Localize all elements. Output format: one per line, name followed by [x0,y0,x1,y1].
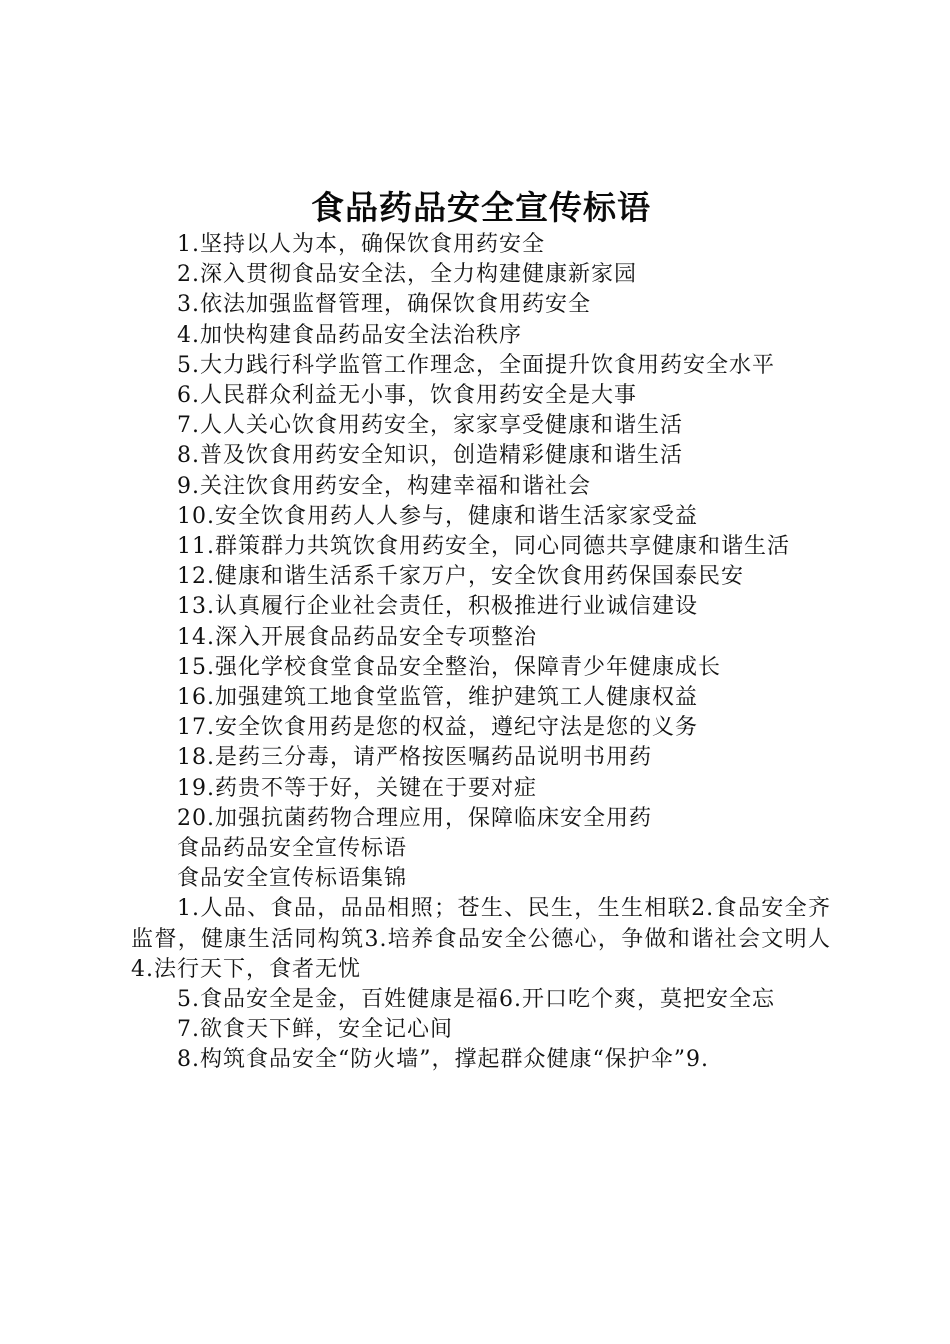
paragraph: 9.关注饮食用药安全，构建幸福和谐社会 [177,473,591,499]
paragraph: 5.食品安全是金，百姓健康是福6.开口吃个爽，莫把安全忘 [177,987,775,1013]
paragraph: 1.坚持以人为本，确保饮食用药安全 [177,232,545,257]
paragraph: 14.深入开展食品药品安全专项整治 [177,624,537,650]
paragraph: 食品安全宣传标语集锦 [177,866,408,892]
document-page [131,186,831,1076]
paragraph: 11.群策群力共筑饮食用药安全，同心同德共享健康和谐生活 [177,534,790,560]
document-title: 食品药品安全宣传标语 [311,188,651,227]
paragraph: 4.加快构建食品药品安全法治秩序 [177,322,522,348]
paragraph: 8.构筑食品安全“防火墙”，撑起群众健康“保护伞”9. [177,1047,709,1073]
paragraph: 13.认真履行企业社会责任，积极推进行业诚信建设 [177,594,698,620]
paragraph: 12.健康和谐生活系千家万户，安全饮食用药保国泰民安 [177,564,744,590]
paragraph: 食品药品安全宣传标语 [177,836,408,862]
paragraph: 16.加强建筑工地食堂监管，维护建筑工人健康权益 [177,685,698,711]
paragraph: 1.人品、食品，品品相照；苍生、民生，生生相联2.食品安全齐监督，健康生活同构筑3.培养食品安全公德心，争做和谐社会文明人4.法行天下，食者无忧 [131,896,831,982]
paragraph: 7.欲食天下鲜，安全记心间 [177,1017,453,1043]
paragraph: 2.深入贯彻食品安全法，全力构建健康新家园 [177,262,637,288]
paragraph: 19.药贵不等于好，关键在于要对症 [177,775,537,801]
paragraph: 8.普及饮食用药安全知识，创造精彩健康和谐生活 [177,443,683,469]
paragraph: 15.强化学校食堂食品安全整治，保障青少年健康成长 [177,654,721,680]
paragraph: 17.安全饮食用药是您的权益，遵纪守法是您的义务 [177,715,698,741]
paragraph: 3.依法加强监督管理，确保饮食用药安全 [177,292,591,318]
document-body [131,230,831,1076]
paragraph: 10.安全饮食用药人人参与，健康和谐生活家家受益 [177,503,698,529]
paragraph: 5.大力践行科学监管工作理念，全面提升饮食用药安全水平 [177,352,775,378]
paragraph: 6.人民群众利益无小事，饮食用药安全是大事 [177,383,637,409]
paragraph: 20.加强抗菌药物合理应用，保障临床安全用药 [177,805,652,831]
paragraph: 7.人人关心饮食用药安全，家家享受健康和谐生活 [177,413,683,439]
paragraph: 18.是药三分毒，请严格按医嘱药品说明书用药 [177,745,652,771]
